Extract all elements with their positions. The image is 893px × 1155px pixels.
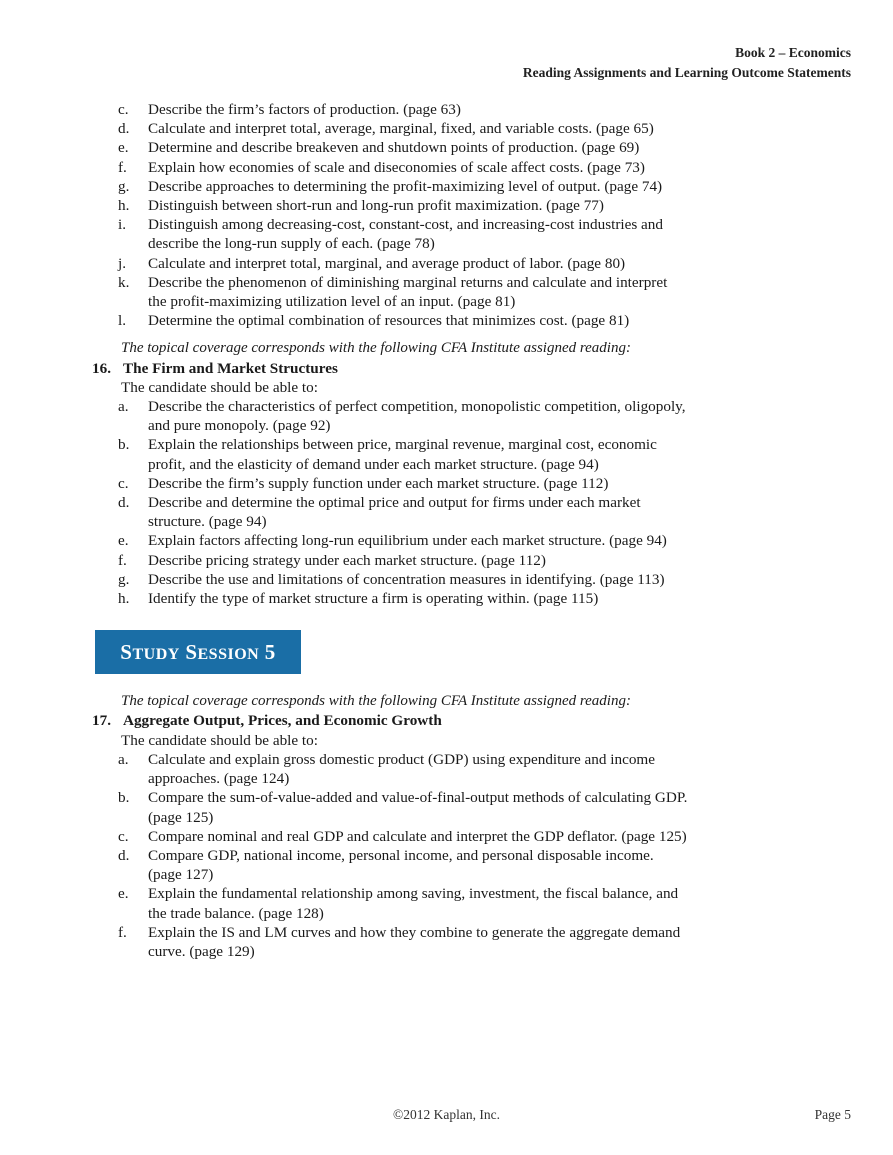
los-text: Determine the optimal combination of resources that minimizes cost. (page 81): [148, 312, 630, 330]
los-item: [0, 100, 688, 119]
candidate-statement: The candidate should be able to:: [121, 731, 318, 749]
los-letter: c.: [118, 474, 129, 492]
study-session-spacer: [0, 608, 893, 686]
los-item: [0, 750, 688, 788]
book-title: Book 2 – Economics: [735, 45, 851, 60]
los-text: Compare GDP, national income, personal income, and personal disposable income. (page 127): [148, 846, 654, 884]
los-item: [0, 493, 688, 531]
banner-number: 5: [264, 640, 276, 665]
los-letter: d.: [118, 120, 130, 138]
los-text: Describe pricing strategy under each market structure. (page 112): [148, 551, 546, 569]
los-letter: e.: [118, 139, 129, 157]
reading-name: Aggregate Output, Prices, and Economic Growth: [123, 712, 442, 730]
reading-intro: The topical coverage corresponds with the following CFA Institute assigned reading:: [121, 340, 631, 357]
los-item: [0, 196, 688, 215]
los-item: [0, 589, 688, 608]
los-text: Describe and determine the optimal price and output for firms under each market structure. (page 94): [148, 494, 641, 531]
los-letter: c.: [118, 101, 129, 118]
los-text: Compare nominal and real GDP and calculate and interpret the GDP deflator. (page 125): [148, 827, 687, 845]
los-item: [0, 138, 688, 157]
los-item: [0, 177, 688, 196]
los-text: Describe the firm’s supply function under each market structure. (page 112): [148, 474, 609, 492]
running-header: [523, 43, 851, 83]
los-item: [0, 923, 688, 961]
los-text: Explain the IS and LM curves and how they combine to generate the aggregate demand curve. (page 129): [148, 923, 681, 960]
banner-letters: TUDY: [132, 646, 180, 664]
section-title: Reading Assignments and Learning Outcome Statements: [522, 65, 851, 80]
los-text: Calculate and explain gross domestic product (GDP) using expenditure and income approaches. (page 124): [148, 750, 655, 788]
copyright-footer: ©2012 Kaplan, Inc.: [393, 1107, 500, 1122]
reading-intro: The topical coverage corresponds with the following CFA Institute assigned reading:: [121, 693, 631, 710]
los-text: Describe the firm’s factors of production. (page 63): [148, 101, 461, 118]
los-item: [0, 788, 688, 826]
los-item: [0, 397, 688, 435]
study-session-banner: [95, 630, 301, 674]
los-text: Distinguish between short-run and long-run profit maximization. (page 77): [148, 197, 604, 215]
los-list-16: [0, 397, 893, 608]
los-text: Calculate and interpret total, marginal, and average product of labor. (page 80): [148, 254, 626, 272]
los-item: [0, 311, 688, 330]
candidate-statement: The candidate should be able to:: [121, 378, 318, 396]
los-list-17: [0, 750, 893, 961]
page-content: [0, 100, 893, 961]
los-letter: b.: [118, 436, 130, 454]
los-letter: i.: [118, 216, 127, 234]
los-item: [0, 531, 688, 550]
los-list-15: [0, 100, 893, 330]
los-text: Explain factors affecting long-run equilibrium under each market structure. (page 94): [148, 532, 667, 550]
los-text: Determine and describe breakeven and shutdown points of production. (page 69): [148, 139, 640, 157]
los-letter: c.: [118, 827, 129, 845]
los-letter: b.: [118, 789, 130, 807]
los-letter: l.: [118, 312, 127, 330]
page-number: Page 5: [814, 1107, 851, 1122]
los-text: Explain the fundamental relationship among saving, investment, the fiscal balance, and the trade balance. (page 128): [148, 885, 679, 922]
banner-letter: S: [120, 640, 133, 665]
los-item: [0, 435, 688, 473]
los-item: [0, 119, 688, 138]
los-text: Explain how economies of scale and diseconomies of scale affect costs. (page 73): [148, 158, 645, 176]
los-letter: a.: [118, 750, 129, 768]
los-text: Compare the sum-of-value-added and value-of-final-output methods of calculating GDP. (page 125): [148, 789, 688, 826]
los-text: Explain the relationships between price, marginal revenue, marginal cost, economic profit, and the elasticity of demand under each market structure. (page 94): [148, 436, 657, 473]
reading-title: [0, 711, 893, 730]
los-text: Describe approaches to determining the profit-maximizing level of output. (page 74): [148, 177, 663, 195]
los-text: Describe the phenomenon of diminishing marginal returns and calculate and interpret the profit-maximizing utilization level of an input. (page 81): [148, 273, 668, 311]
los-letter: d.: [118, 846, 130, 864]
los-item: [0, 254, 688, 273]
los-text: Describe the characteristics of perfect competition, monopolistic competition, oligopoly, and pure monopoly. (page 92): [148, 398, 686, 435]
banner-letter: S: [185, 640, 198, 665]
los-letter: g.: [118, 570, 130, 588]
los-letter: k.: [118, 273, 130, 291]
los-letter: f.: [118, 551, 127, 569]
los-letter: g.: [118, 177, 130, 195]
los-item: [0, 158, 688, 177]
los-item: [0, 551, 688, 570]
los-text: Calculate and interpret total, average, marginal, fixed, and variable costs. (page 65): [148, 120, 654, 138]
los-text: Distinguish among decreasing-cost, constant-cost, and increasing-cost industries and describe the long-run supply of each. (page 78): [148, 216, 663, 253]
los-item: [0, 273, 688, 311]
los-letter: h.: [118, 590, 130, 608]
los-text: Identify the type of market structure a firm is operating within. (page 115): [148, 590, 599, 608]
reading-name: The Firm and Market Structures: [123, 359, 338, 377]
los-letter: h.: [118, 197, 130, 215]
los-letter: e.: [118, 532, 129, 550]
reading-number: 17.: [92, 712, 111, 730]
banner-letters: ESSION: [197, 646, 260, 664]
los-letter: f.: [118, 158, 127, 176]
los-item: [0, 474, 688, 493]
los-item: [0, 215, 688, 253]
los-letter: f.: [118, 923, 127, 941]
reading-number: 16.: [92, 359, 111, 377]
los-item: [0, 827, 688, 846]
los-item: [0, 846, 688, 884]
los-letter: j.: [118, 254, 127, 272]
los-text: Describe the use and limitations of concentration measures in identifying. (page 113): [148, 570, 665, 588]
los-letter: e.: [118, 885, 129, 903]
los-item: [0, 570, 688, 589]
los-letter: a.: [118, 398, 129, 416]
los-letter: d.: [118, 494, 130, 512]
reading-title: [0, 359, 893, 378]
los-item: [0, 884, 688, 922]
